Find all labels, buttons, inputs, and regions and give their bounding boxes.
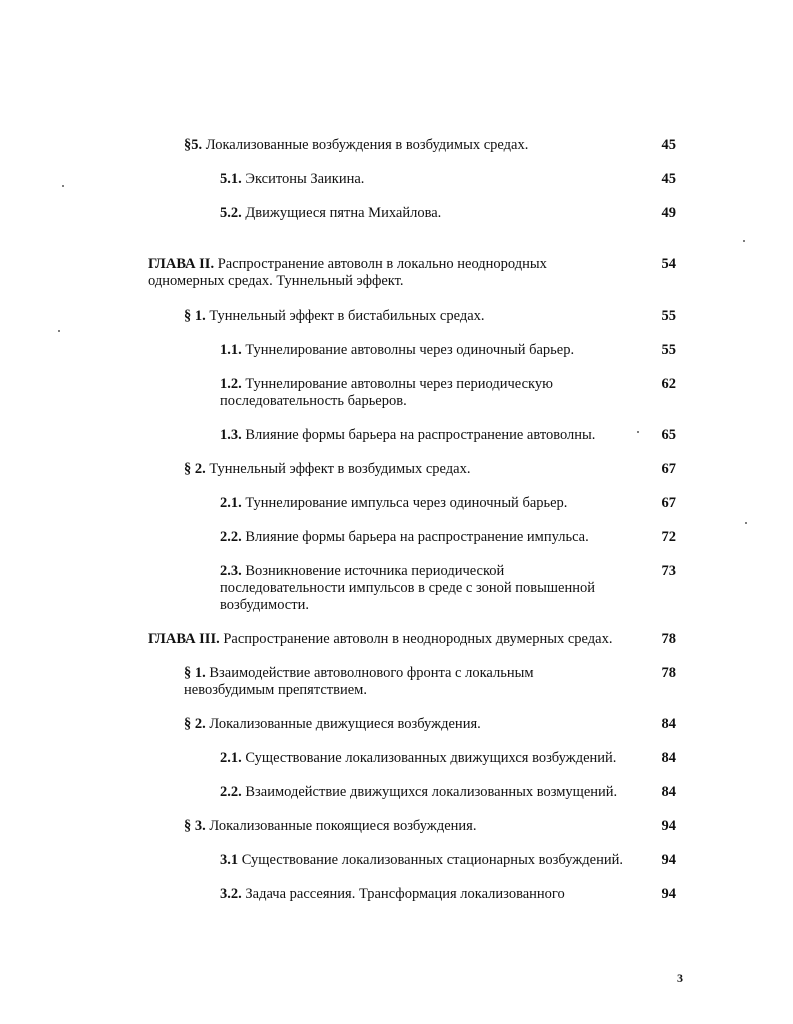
- scan-speck: [58, 330, 60, 332]
- entry-title: Задача рассеяния. Трансформация локализованного: [245, 886, 565, 902]
- entry-title: Существование локализованных движущихся возбуждений.: [245, 750, 617, 766]
- toc-entry: [0, 205, 793, 245]
- entry-title: Локализованные покоящиеся возбуждения.: [209, 818, 477, 834]
- entry-title: Движущиеся пятна Михайлова.: [245, 205, 442, 221]
- entry-page: 72: [661, 529, 676, 545]
- scan-speck: [637, 431, 639, 433]
- entry-number: 2.2.: [220, 529, 242, 545]
- entry-page: 78: [661, 665, 676, 681]
- entry-page: 94: [661, 818, 676, 834]
- entry-title: Существование локализованных стационарных возбуждений.: [241, 852, 624, 868]
- entry-page: 73: [661, 563, 676, 579]
- scan-speck: [62, 185, 64, 187]
- entry-number: 5.1.: [220, 171, 242, 187]
- scan-speck: [743, 240, 745, 242]
- page-number: 3: [677, 971, 683, 985]
- entry-title-cont: одномерных средах. Туннельный эффект.: [148, 273, 404, 289]
- entry-page: 55: [661, 342, 676, 358]
- entry-number: 2.1.: [220, 495, 242, 511]
- entry-number: 2.2.: [220, 784, 242, 800]
- toc-entry: [0, 665, 793, 705]
- entry-number: § 2.: [184, 461, 206, 477]
- entry-page: 78: [661, 631, 676, 647]
- entry-page: 54: [661, 256, 676, 272]
- entry-title: Туннельный эффект в бистабильных средах.: [209, 308, 485, 324]
- entry-number: 2.1.: [220, 750, 242, 766]
- entry-number: § 2.: [184, 716, 206, 732]
- toc-entry: [0, 376, 793, 416]
- entry-number: 3.2.: [220, 886, 242, 902]
- entry-number: 1.2.: [220, 376, 242, 392]
- entry-title: Локализованные возбуждения в возбудимых средах.: [205, 137, 529, 153]
- entry-page: 45: [661, 137, 676, 153]
- entry-number: 1.3.: [220, 427, 242, 443]
- entry-title: Туннелирование автоволны через периодическую: [245, 376, 553, 392]
- entry-page: 67: [661, 461, 676, 477]
- toc-entry: [0, 256, 793, 296]
- entry-page: 45: [661, 171, 676, 187]
- entry-number: 1.1.: [220, 342, 242, 358]
- entry-number: § 3.: [184, 818, 206, 834]
- entry-title: Туннелирование импульса через одиночный барьер.: [245, 495, 568, 511]
- entry-page: 67: [661, 495, 676, 511]
- entry-number: 2.3.: [220, 563, 242, 579]
- entry-number: ГЛАВА III.: [148, 631, 220, 647]
- entry-page: 94: [661, 852, 676, 868]
- toc-entry: [0, 563, 793, 619]
- entry-number: 5.2.: [220, 205, 242, 221]
- entry-title-cont: возбудимости.: [220, 597, 309, 613]
- entry-page: 62: [661, 376, 676, 392]
- entry-title: Возникновение источника периодической: [245, 563, 505, 579]
- entry-title: Туннельный эффект в возбудимых средах.: [209, 461, 471, 477]
- entry-title: Влияние формы барьера на распространение автоволны.: [245, 427, 596, 443]
- entry-page: 84: [661, 784, 676, 800]
- entry-title: Влияние формы барьера на распространение импульса.: [245, 529, 589, 545]
- entry-number: 3.1: [220, 852, 239, 868]
- entry-page: 65: [661, 427, 676, 443]
- entry-page: 94: [661, 886, 676, 902]
- entry-page: 84: [661, 716, 676, 732]
- entry-title: Взаимодействие движущихся локализованных возмущений.: [245, 784, 618, 800]
- entry-title: Локализованные движущиеся возбуждения.: [209, 716, 481, 732]
- entry-title: Распространение автоволн в локально неоднородных: [217, 256, 547, 272]
- entry-title: Взаимодействие автоволнового фронта с локальным: [209, 665, 534, 681]
- entry-title: Туннелирование автоволны через одиночный барьер.: [245, 342, 575, 358]
- entry-page: 84: [661, 750, 676, 766]
- entry-title-cont: невозбудимым препятствием.: [184, 682, 367, 698]
- entry-page: 55: [661, 308, 676, 324]
- entry-number: §5.: [184, 137, 203, 153]
- entry-number: § 1.: [184, 308, 206, 324]
- entry-title-cont: последовательность барьеров.: [220, 393, 407, 409]
- entry-title: Экситоны Заикина.: [245, 171, 365, 187]
- scan-speck: [745, 522, 747, 524]
- entry-number: § 1.: [184, 665, 206, 681]
- entry-title-cont: последовательности импульсов в среде с зоной повышенной: [220, 580, 596, 596]
- entry-title: Распространение автоволн в неоднородных двумерных средах.: [223, 631, 613, 647]
- entry-number: ГЛАВА II.: [148, 256, 215, 272]
- toc-entry: [0, 886, 793, 926]
- entry-page: 49: [661, 205, 676, 221]
